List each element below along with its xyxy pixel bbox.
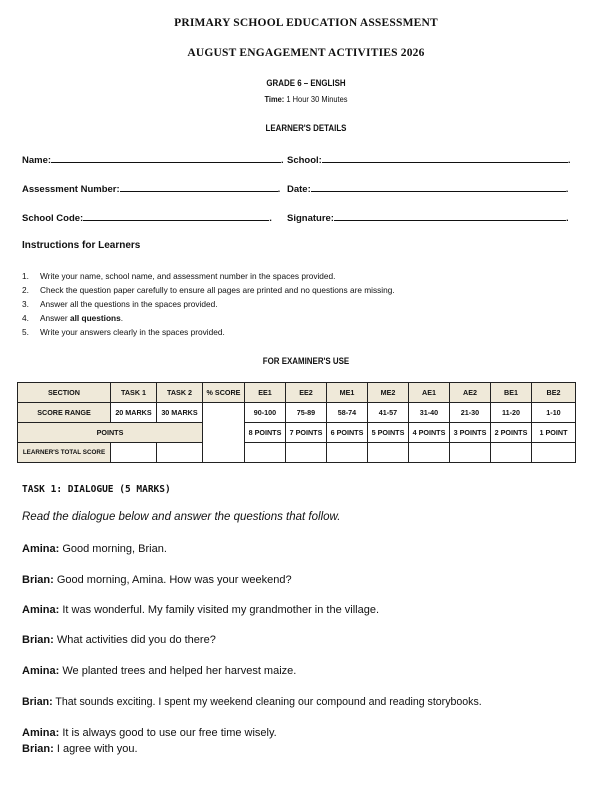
table-row	[18, 423, 576, 443]
me1-cell[interactable]	[327, 443, 368, 463]
table-cell: % SCORE	[203, 383, 245, 403]
table-cell: 41-57	[368, 403, 409, 423]
table-cell: ME1	[327, 383, 368, 403]
school-code-label: School Code:	[22, 213, 84, 224]
instructions-list	[22, 269, 602, 339]
table-cell: 6 POINTS	[327, 423, 368, 443]
table-cell: 90-100	[245, 403, 286, 423]
table-header-row	[18, 383, 576, 403]
table-cell: SECTION	[18, 383, 111, 403]
date-dot: .	[565, 184, 569, 195]
table-cell: LEARNER'S TOTAL SCORE	[18, 443, 111, 463]
table-cell: 21-30	[450, 403, 491, 423]
school-field[interactable]	[287, 153, 570, 166]
school-code-field[interactable]	[22, 211, 272, 224]
be2-cell[interactable]	[532, 443, 576, 463]
name-line[interactable]	[51, 153, 281, 163]
school-code-dot: .	[269, 213, 272, 224]
table-cell: 31-40	[409, 403, 450, 423]
table-cell: POINTS	[18, 423, 203, 443]
table-cell: 20 MARKS	[111, 403, 157, 423]
table-cell: 30 MARKS	[157, 403, 203, 423]
assessment-number-field[interactable]	[22, 182, 280, 195]
task2-total-cell[interactable]	[157, 443, 203, 463]
grade-subject: GRADE 6 – ENGLISH	[266, 78, 346, 88]
table-cell: 2 POINTS	[491, 423, 532, 443]
table-cell: 7 POINTS	[286, 423, 327, 443]
assessment-number-dot: .	[277, 184, 281, 195]
dialogue-line: Brian: That sounds exciting. I spent my weekend cleaning our compound and reading storybooks.	[22, 696, 482, 708]
date-line[interactable]	[311, 182, 566, 192]
time-allowed	[37, 94, 576, 104]
signature-dot: .	[565, 213, 569, 224]
table-cell: EE2	[286, 383, 327, 403]
table-row	[18, 403, 576, 423]
school-label: School:	[287, 155, 322, 166]
table-cell: 75-89	[286, 403, 327, 423]
signature-line[interactable]	[334, 211, 566, 221]
school-code-line[interactable]	[83, 211, 269, 221]
date-field[interactable]	[287, 182, 568, 195]
table-cell: 58-74	[327, 403, 368, 423]
instruction-item: 2. Check the question paper carefully to ensure all pages are printed and no questions are missing.	[22, 285, 395, 295]
table-cell: TASK 2	[157, 383, 203, 403]
me2-cell[interactable]	[368, 443, 409, 463]
task1-total-cell[interactable]	[111, 443, 157, 463]
table-cell: ME2	[368, 383, 409, 403]
time-label: Time:	[264, 94, 285, 104]
instruction-item: 4. Answer all questions.	[22, 313, 124, 323]
dialogue-line: Brian: I agree with you.	[22, 743, 138, 755]
dialogue-line: Amina: We planted trees and helped her harvest maize.	[22, 665, 297, 677]
dialogue-line: Brian: Good morning, Amina. How was your weekend?	[22, 574, 292, 586]
name-field[interactable]	[22, 153, 284, 166]
dialogue-line: Brian: What activities did you do there?	[22, 634, 216, 646]
signature-label: Signature:	[287, 213, 334, 224]
instruction-item: 1. Write your name, school name, and assessment number in the spaces provided.	[22, 271, 336, 281]
ae2-cell[interactable]	[450, 443, 491, 463]
date-label: Date:	[287, 184, 311, 195]
table-cell: TASK 1	[111, 383, 157, 403]
learner-details-heading: LEARNER'S DETAILS	[265, 123, 347, 133]
examiner-heading: FOR EXAMINER'S USE	[262, 356, 350, 366]
table-cell: 8 POINTS	[245, 423, 286, 443]
table-cell: BE2	[532, 383, 576, 403]
percent-score-cell[interactable]	[203, 403, 245, 463]
table-cell: SCORE RANGE	[18, 403, 111, 423]
ee2-cell[interactable]	[286, 443, 327, 463]
table-cell: 1 POINT	[532, 423, 576, 443]
task1-instruction: Read the dialogue below and answer the questions that follow.	[22, 511, 341, 523]
dialogue-line: Amina: Good morning, Brian.	[22, 543, 167, 555]
be1-cell[interactable]	[491, 443, 532, 463]
assessment-number-label: Assessment Number:	[22, 184, 120, 195]
dialogue-line: Amina: It was wonderful. My family visited my grandmother in the village.	[22, 604, 380, 616]
dialogue-line: Amina: It is always good to use our free time wisely.	[22, 727, 277, 739]
table-cell: 1-10	[532, 403, 576, 423]
name-label: Name:	[22, 155, 52, 166]
school-dot: .	[567, 155, 571, 166]
table-cell: 11-20	[491, 403, 532, 423]
instructions-heading: Instructions for Learners	[22, 240, 141, 251]
time-value: 1 Hour 30 Minutes	[286, 94, 348, 104]
school-line[interactable]	[322, 153, 568, 163]
table-cell: AE2	[450, 383, 491, 403]
examiner-table	[17, 382, 576, 463]
exam-subtitle: AUGUST ENGAGEMENT ACTIVITIES 2026	[187, 47, 425, 59]
task1-title: TASK 1: DIALOGUE (5 MARKS)	[22, 484, 171, 495]
instruction-item: 3. Answer all the questions in the spaces provided.	[22, 299, 218, 309]
ee1-cell[interactable]	[245, 443, 286, 463]
table-cell: BE1	[491, 383, 532, 403]
table-cell: EE1	[245, 383, 286, 403]
table-cell: 4 POINTS	[409, 423, 450, 443]
name-dot: .	[281, 155, 284, 166]
table-row	[18, 443, 576, 463]
signature-field[interactable]	[287, 211, 569, 224]
exam-title: PRIMARY SCHOOL EDUCATION ASSESSMENT	[174, 17, 438, 29]
ae1-cell[interactable]	[409, 443, 450, 463]
table-cell: 5 POINTS	[368, 423, 409, 443]
assessment-number-line[interactable]	[120, 182, 278, 192]
instruction-item: 5. Write your answers clearly in the spaces provided.	[22, 327, 225, 337]
table-cell: 3 POINTS	[450, 423, 491, 443]
table-cell: AE1	[409, 383, 450, 403]
